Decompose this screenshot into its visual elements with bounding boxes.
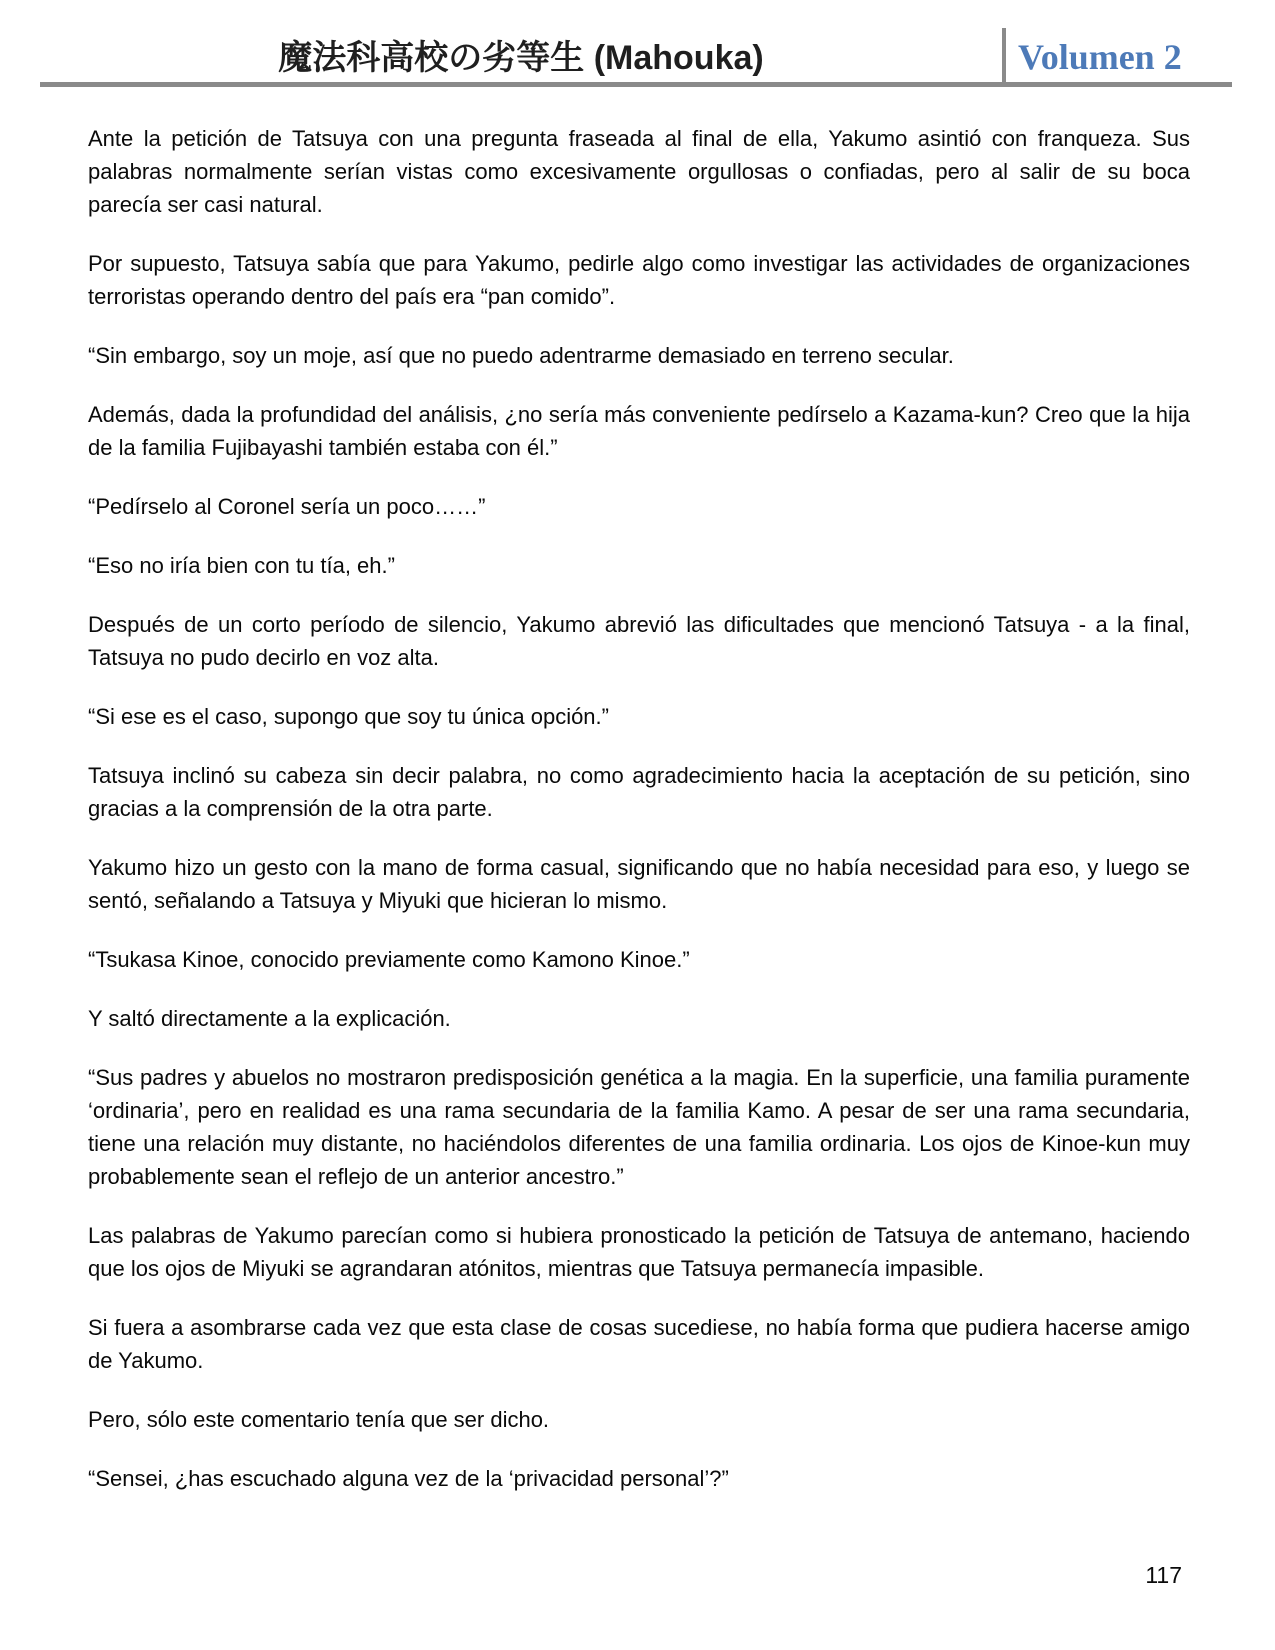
- paragraph: “Pedírselo al Coronel sería un poco……”: [88, 494, 486, 519]
- paragraph: “Eso no iría bien con tu tía, eh.”: [88, 553, 395, 578]
- paragraph: “Tsukasa Kinoe, conocido previamente como Kamono Kinoe.”: [88, 947, 690, 972]
- paragraph: Yakumo hizo un gesto con la mano de forma casual, significando que no había necesidad para eso, y luego se sentó, señalando a Tatsuya y Miyuki que hicieran lo mismo.: [88, 855, 1190, 913]
- paragraph: Si fuera a asombrarse cada vez que esta clase de cosas sucediese, no había forma que pudiera hacerse amigo de Yakumo.: [88, 1315, 1190, 1373]
- paragraph: Después de un corto período de silencio, Yakumo abrevió las dificultades que mencionó Tatsuya - a la final, Tatsuya no pudo decirlo en voz alta.: [88, 612, 1190, 670]
- paragraph: “Si ese es el caso, supongo que soy tu única opción.”: [88, 704, 609, 729]
- paragraph: Ante la petición de Tatsuya con una pregunta fraseada al final de ella, Yakumo asintió con franqueza. Sus palabras normalmente serían vistas como excesivamente orgullosas o confiadas, pero al salir de su boca parecía ser casi natural.: [88, 126, 1190, 217]
- header-volume-cell: [1002, 28, 1232, 82]
- page-header: [40, 0, 1232, 87]
- header-title-cell: [40, 0, 1002, 82]
- paragraph: Por supuesto, Tatsuya sabía que para Yakumo, pedirle algo como investigar las actividades de organizaciones terroristas operando dentro del país era “pan comido”.: [88, 251, 1190, 309]
- paragraph: “Sus padres y abuelos no mostraron predisposición genética a la magia. En la superficie, una familia puramente ‘ordinaria’, pero en realidad es una rama secundaria de la familia Kamo. A pesar de ser una rama secundaria, tiene una relación muy distante, no haciéndolos diferentes de una familia ordinaria. Los ojos de Kinoe-kun muy probablemente sean el reflejo de un anterior ancestro.”: [88, 1065, 1190, 1189]
- paragraph: “Sensei, ¿has escuchado alguna vez de la ‘privacidad personal’?”: [88, 1466, 729, 1491]
- paragraph: Además, dada la profundidad del análisis, ¿no sería más conveniente pedírselo a Kazama-kun? Creo que la hija de la familia Fujibayashi también estaba con él.”: [88, 402, 1190, 460]
- paragraph: “Sin embargo, soy un moje, así que no puedo adentrarme demasiado en terreno secular.: [88, 343, 954, 368]
- paragraph: Y saltó directamente a la explicación.: [88, 1006, 451, 1031]
- paragraph: Las palabras de Yakumo parecían como si hubiera pronosticado la petición de Tatsuya de antemano, haciendo que los ojos de Miyuki se agrandaran atónitos, mientras que Tatsuya permanecía impasible.: [88, 1223, 1190, 1281]
- body-text: [88, 122, 1190, 1521]
- paragraph: Pero, sólo este comentario tenía que ser dicho.: [88, 1407, 550, 1432]
- volume-label: Volumen 2: [1018, 37, 1182, 77]
- document-title: 魔法科高校の劣等生 (Mahouka): [278, 38, 764, 77]
- paragraph: Tatsuya inclinó su cabeza sin decir palabra, no como agradecimiento hacia la aceptación de su petición, sino gracias a la comprensión de la otra parte.: [88, 763, 1190, 821]
- page-number: 117: [1145, 1562, 1182, 1588]
